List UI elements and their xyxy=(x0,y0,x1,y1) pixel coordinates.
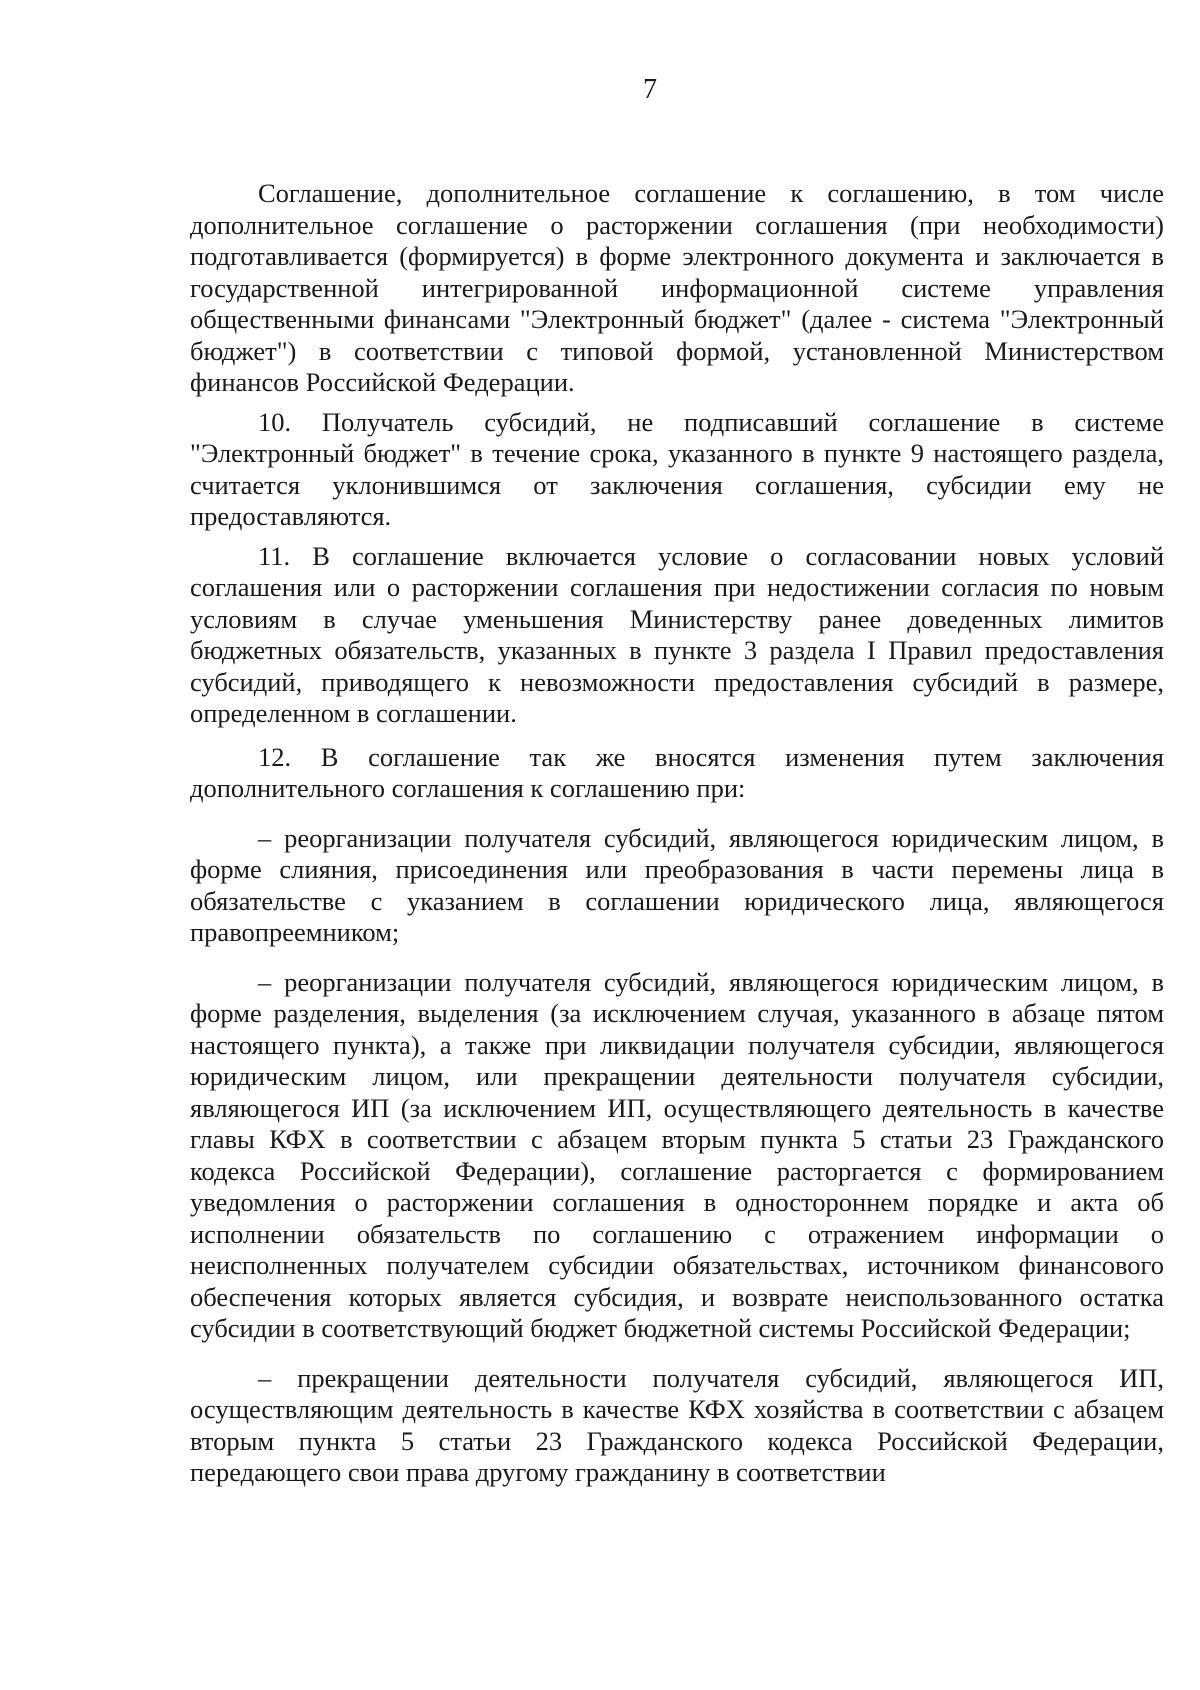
paragraph-item-10: 10. Получатель субсидий, не подписавший соглашение в системе "Электронный бюджет" в течение срока, указанного в пункте 9 настоящего раздела, считается уклонившимся от заключения соглашения, субсидии ему не предоставляются. xyxy=(190,406,1164,531)
paragraph-item-11: 11. В соглашение включается условие о согласовании новых условий соглашения или о расторжении соглашения при недостижении согласия по новым условиям в случае уменьшения Министерству ранее доведенных лимитов бюджетных обязательств, указанных в пункте 3 раздела I Правил предоставления субсидий, приводящего к невозможности предоставления субсидий в размере, определенном в соглашении. xyxy=(190,540,1164,728)
list-item-merger: – реорганизации получателя субсидий, являющегося юридическим лицом, в форме слияния, присоединения или преобразования в части перемены лица в обязательстве с указанием в соглашении юридического лица, являющегося правопреемником; xyxy=(190,822,1164,947)
paragraph-agreement-form: Соглашение, дополнительное соглашение к соглашению, в том числе дополнительное соглашение о расторжении соглашения (при необходимости) подготавливается (формируется) в форме электронного документа и заключается в государственной интегрированной информационной системе управления общественными финансами "Электронный бюджет" (далее - система "Электронный бюджет") в соответствии с типовой формой, установленной Министерством финансов Российской Федерации. xyxy=(190,178,1164,397)
list-item-termination: – прекращении деятельности получателя субсидий, являющегося ИП, осуществляющим деятельность в качестве КФХ хозяйства в соответствии с абзацем вторым пункта 5 статьи 23 Гражданского кодекса Российской Федерации, передающего свои права другому гражданину в соответствии xyxy=(190,1362,1164,1487)
list-item-division: – реорганизации получателя субсидий, являющегося юридическим лицом, в форме разделения, выделения (за исключением случая, указанного в абзаце пятом настоящего пункта), а также при ликвидации получателя субсидии, являющегося юридическим лицом, или прекращении деятельности получателя субсидии, являющегося ИП (за исключением ИП, осуществляющего деятельность в качестве главы КФХ в соответствии с абзацем вторым пункта 5 статьи 23 Гражданского кодекса Российской Федерации), соглашение расторгается с формированием уведомления о расторжении соглашения в одностороннем порядке и акта об исполнении обязательств по соглашению с отражением информации о неисполненных получателем субсидии обязательствах, источником финансового обеспечения которых является субсидия, и возврате неиспользованного остатка субсидии в соответствующий бюджет бюджетной системы Российской Федерации; xyxy=(190,966,1164,1343)
document-body xyxy=(190,178,1164,1489)
paragraph-item-12: 12. В соглашение так же вносятся изменения путем заключения дополнительного соглашения к соглашению при: xyxy=(190,741,1164,803)
page-number: 7 xyxy=(643,74,657,105)
